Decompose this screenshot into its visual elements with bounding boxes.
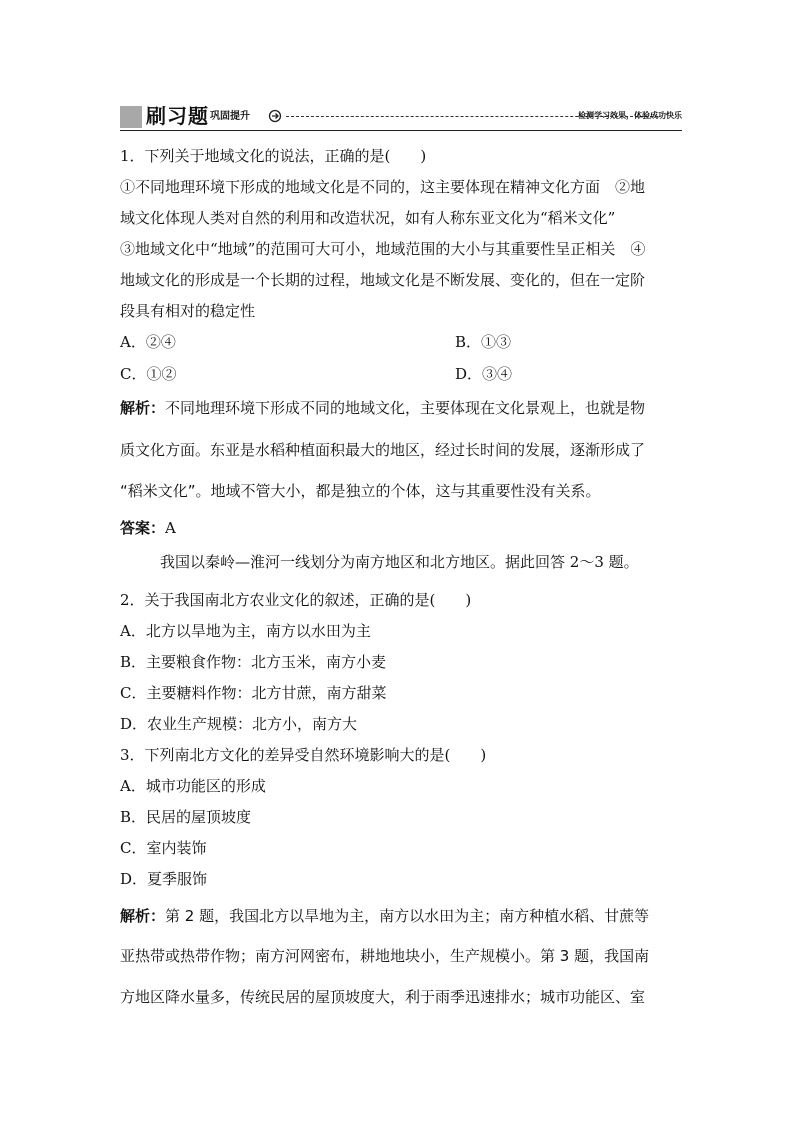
- q1-text-line: 地域文化的形成是一个长期的过程，地域文化是不断发展、变化的，但在一定阶: [120, 271, 646, 289]
- banner-slogan: 检测学习效果，体验成功快乐: [578, 111, 682, 120]
- q3-option: C．室内装饰: [120, 839, 207, 857]
- q1-option-a: A．②④: [120, 333, 176, 351]
- q1-stem: 1．下列关于地域文化的说法，正确的是( ): [120, 147, 427, 165]
- banner-subtitle: 巩固提升: [210, 111, 250, 122]
- analysis2-line: 方地区降水量多，传统民居的屋顶坡度大，利于雨季迅速排水；城市功能区、室: [120, 988, 646, 1006]
- q1-analysis-line: 质文化方面。东亚是水稻种植面积最大的地区，经过长时间的发展，逐渐形成了: [120, 441, 646, 459]
- q3-option: D．夏季服饰: [120, 870, 208, 888]
- banner-gray-block: [120, 106, 142, 128]
- q2-option: C．主要糖料作物：北方甘蔗，南方甜菜: [120, 684, 387, 702]
- group-intro: 我国以秦岭—淮河一线划分为南方地区和北方地区。据此回答 2～3 题。: [160, 553, 639, 571]
- q1-analysis-text: 不同地理环境下形成不同的地域文化，主要体现在文化景观上，也就是物: [165, 399, 646, 417]
- q1-option-b: B．①③: [455, 333, 512, 351]
- q3-option: A．城市功能区的形成: [120, 777, 266, 795]
- q1-option-d: D．③④: [455, 365, 513, 383]
- section-banner: [120, 104, 682, 130]
- q1-analysis-label: 解析：: [120, 399, 166, 417]
- q1-analysis-line: “稻米文化”。地域不管大小，都是独立的个体，这与其重要性没有关系。: [120, 482, 601, 500]
- circle-arrow-icon: [268, 109, 282, 123]
- q3-stem: 3．下列南北方文化的差异受自然环境影响大的是( ): [120, 746, 487, 764]
- q1-answer-value: A: [165, 519, 176, 537]
- analysis2-line: [120, 906, 649, 926]
- q1-text-line: 域文化体现人类对自然的利用和改造状况，如有人称东亚文化为“稻米文化”: [120, 209, 616, 227]
- q1-text-line: 段具有相对的稳定性: [120, 302, 256, 320]
- q1-option-c: C．①②: [120, 365, 177, 383]
- q1-text-line: ③地域文化中“地域”的范围可大可小，地域范围的大小与其重要性呈正相关 ④: [120, 240, 646, 258]
- q2-option: B．主要粮食作物：北方玉米，南方小麦: [120, 653, 387, 671]
- q2-option: D．农业生产规模：北方小，南方大: [120, 715, 358, 733]
- q1-answer-label: 答案：: [120, 519, 166, 537]
- q1-analysis-line: [120, 398, 645, 418]
- banner-title: 刷习题: [146, 104, 209, 128]
- q3-option: B．民居的屋顶坡度: [120, 808, 252, 826]
- banner-rule: [120, 130, 682, 131]
- q2-option: A．北方以旱地为主，南方以水田为主: [120, 622, 371, 640]
- q2-stem: 2．关于我国南北方农业文化的叙述，正确的是( ): [120, 591, 472, 609]
- analysis2-label: 解析：: [120, 907, 166, 925]
- analysis2-line: 亚热带或热带作物；南方河网密布，耕地地块小，生产规模小。第 3 题，我国南: [120, 947, 650, 965]
- q1-text-line: ①不同地理环境下形成的地域文化是不同的，这主要体现在精神文化方面 ②地: [120, 178, 646, 196]
- q1-answer: [120, 518, 176, 538]
- analysis2-text: 第 2 题，我国北方以旱地为主，南方以水田为主；南方种植水稻、甘蔗等: [165, 907, 650, 925]
